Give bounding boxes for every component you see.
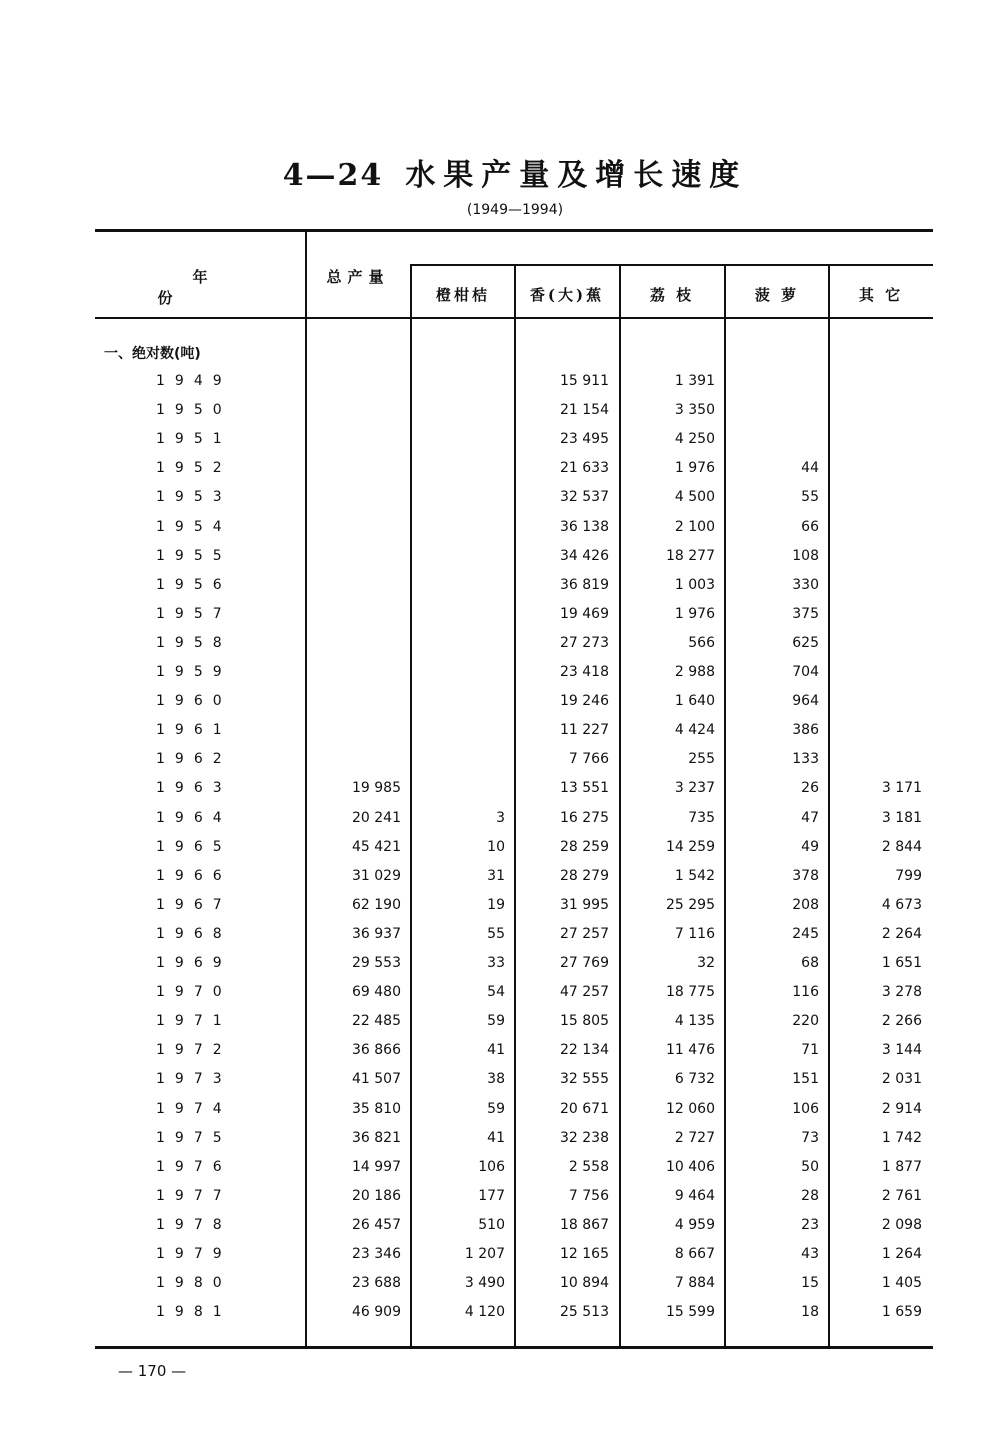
cell-pineapple: 26: [801, 780, 819, 797]
cell-banana: 15 805: [560, 1013, 609, 1030]
cell-total: 36 866: [352, 1042, 401, 1059]
cell-orange: 106: [478, 1158, 505, 1175]
cell-total: 19 985: [352, 780, 401, 797]
cell-year: 1976: [156, 1158, 232, 1175]
cell-year: 1950: [156, 402, 232, 419]
cell-pineapple: 208: [792, 896, 819, 913]
cell-year: 1971: [156, 1013, 232, 1030]
cell-lychee: 3 237: [674, 780, 715, 797]
cell-lychee: 4 135: [674, 1013, 715, 1030]
cell-other: 2 914: [881, 1100, 922, 1117]
cell-total: 46 909: [352, 1304, 401, 1321]
cell-pineapple: 964: [792, 693, 819, 710]
cell-banana: 16 275: [560, 809, 609, 826]
cell-year: 1949: [156, 373, 232, 389]
cell-lychee: 9 464: [674, 1187, 715, 1204]
cell-year: 1956: [156, 576, 232, 593]
cell-total: 20 241: [352, 809, 401, 826]
cell-lychee: 1 640: [674, 693, 715, 710]
table-row: [0, 926, 1000, 955]
cell-banana: 21 633: [560, 460, 609, 477]
cell-banana: 28 279: [560, 867, 609, 884]
cell-lychee: 4 250: [674, 431, 715, 448]
cell-banana: 12 165: [560, 1246, 609, 1262]
cell-banana: 36 819: [560, 576, 609, 593]
cell-pineapple: 106: [792, 1100, 819, 1117]
cell-lychee: 32: [697, 955, 715, 971]
cell-year: 1975: [156, 1129, 232, 1146]
cell-pineapple: 50: [801, 1158, 819, 1175]
header-year: 年份: [157, 268, 278, 307]
cell-total: 45 421: [352, 838, 401, 855]
cell-year: 1951: [156, 431, 232, 448]
table-row: [0, 402, 1000, 431]
cell-lychee: 1 976: [674, 605, 715, 622]
cell-year: 1968: [156, 925, 232, 942]
cell-lychee: 14 259: [666, 838, 715, 855]
table-row: [0, 1159, 1000, 1188]
table-row: [0, 1246, 1000, 1275]
cell-year: 1970: [156, 984, 232, 1001]
cell-lychee: 1 542: [674, 867, 715, 884]
cell-banana: 18 867: [560, 1216, 609, 1233]
table-row: [0, 635, 1000, 664]
cell-other: 2 031: [881, 1071, 922, 1088]
cell-year: 1969: [156, 955, 232, 971]
cell-orange: 55: [487, 925, 505, 942]
cell-banana: 15 911: [560, 373, 609, 389]
cell-pineapple: 55: [801, 489, 819, 506]
cell-banana: 13 551: [560, 780, 609, 797]
cell-year: 1952: [156, 460, 232, 477]
cell-banana: 23 418: [560, 664, 609, 680]
cell-pineapple: 28: [801, 1187, 819, 1204]
header-orange: 橙柑桔: [435, 286, 490, 304]
cell-lychee: 4 424: [674, 722, 715, 739]
table-row: [0, 693, 1000, 722]
cell-orange: 41: [487, 1042, 505, 1059]
cell-banana: 22 134: [560, 1042, 609, 1059]
cell-year: 1967: [156, 896, 232, 913]
cell-other: 1 877: [881, 1158, 922, 1175]
table-row: [0, 1101, 1000, 1130]
cell-pineapple: 375: [792, 605, 819, 622]
cell-other: 2 844: [881, 838, 922, 855]
cell-banana: 21 154: [560, 402, 609, 419]
cell-total: 26 457: [352, 1216, 401, 1233]
table-bottom-rule: [95, 1346, 933, 1349]
cell-pineapple: 71: [801, 1042, 819, 1059]
cell-orange: 59: [487, 1100, 505, 1117]
cell-lychee: 255: [688, 751, 715, 768]
cell-pineapple: 18: [801, 1304, 819, 1321]
cell-total: 41 507: [352, 1071, 401, 1088]
cell-banana: 27 769: [560, 955, 609, 971]
cell-year: 1977: [156, 1187, 232, 1204]
subheader-rule: [410, 264, 933, 266]
cell-banana: 20 671: [560, 1100, 609, 1117]
cell-lychee: 11 476: [666, 1042, 715, 1059]
cell-lychee: 8 667: [674, 1246, 715, 1262]
table-number: 4—24: [282, 158, 384, 193]
cell-year: 1966: [156, 867, 232, 884]
cell-banana: 25 513: [560, 1304, 609, 1321]
cell-banana: 32 555: [560, 1071, 609, 1088]
cell-other: 3 171: [881, 780, 922, 797]
cell-orange: 10: [487, 838, 505, 855]
cell-lychee: 10 406: [666, 1158, 715, 1175]
cell-lychee: 7 884: [674, 1275, 715, 1292]
cell-pineapple: 151: [792, 1071, 819, 1088]
cell-total: 62 190: [352, 896, 401, 913]
cell-lychee: 566: [688, 634, 715, 651]
cell-lychee: 7 116: [674, 925, 715, 942]
cell-year: 1953: [156, 489, 232, 506]
cell-pineapple: 245: [792, 925, 819, 942]
cell-other: 1 651: [881, 955, 922, 971]
cell-lychee: 25 295: [666, 896, 715, 913]
table-row: [0, 1042, 1000, 1071]
cell-year: 1955: [156, 547, 232, 564]
cell-other: 1 659: [881, 1304, 922, 1321]
cell-orange: 54: [487, 984, 505, 1001]
cell-lychee: 735: [688, 809, 715, 826]
cell-pineapple: 43: [801, 1246, 819, 1262]
cell-orange: 31: [487, 867, 505, 884]
cell-orange: 4 120: [464, 1304, 505, 1321]
cell-orange: 33: [487, 955, 505, 971]
table-row: [0, 577, 1000, 606]
cell-banana: 32 537: [560, 489, 609, 506]
cell-pineapple: 73: [801, 1129, 819, 1146]
cell-total: 35 810: [352, 1100, 401, 1117]
cell-year: 1959: [156, 664, 232, 680]
table-row: [0, 460, 1000, 489]
cell-year: 1978: [156, 1216, 232, 1233]
cell-pineapple: 66: [801, 518, 819, 535]
cell-other: 2 098: [881, 1216, 922, 1233]
cell-pineapple: 220: [792, 1013, 819, 1030]
cell-banana: 27 273: [560, 634, 609, 651]
header-other: 其 它: [858, 286, 904, 304]
table-row: [0, 431, 1000, 460]
cell-orange: 41: [487, 1129, 505, 1146]
cell-orange: 1 207: [464, 1246, 505, 1262]
cell-year: 1979: [156, 1246, 232, 1262]
header-total: 总产量: [326, 268, 390, 286]
table-title: [0, 150, 1000, 194]
table-row: [0, 519, 1000, 548]
cell-pineapple: 15: [801, 1275, 819, 1292]
cell-lychee: 2 100: [674, 518, 715, 535]
cell-pineapple: 133: [792, 751, 819, 768]
cell-year: 1974: [156, 1100, 232, 1117]
table-row: [0, 548, 1000, 577]
table-title-text: 水果产量及增长速度: [405, 158, 748, 193]
header-banana: 香(大)蕉: [529, 286, 605, 304]
cell-pineapple: 44: [801, 460, 819, 477]
cell-pineapple: 68: [801, 955, 819, 971]
page-number: — 170 —: [118, 1362, 187, 1380]
cell-lychee: 6 732: [674, 1071, 715, 1088]
table-row: [0, 1304, 1000, 1333]
cell-banana: 28 259: [560, 838, 609, 855]
cell-orange: 59: [487, 1013, 505, 1030]
cell-lychee: 12 060: [666, 1100, 715, 1117]
cell-lychee: 2 988: [674, 664, 715, 680]
cell-year: 1972: [156, 1042, 232, 1059]
table-row: [0, 1217, 1000, 1246]
cell-total: 29 553: [352, 955, 401, 971]
cell-orange: 3 490: [464, 1275, 505, 1292]
table-row: [0, 489, 1000, 518]
cell-lychee: 4 959: [674, 1216, 715, 1233]
cell-other: 2 266: [881, 1013, 922, 1030]
cell-total: 31 029: [352, 867, 401, 884]
cell-banana: 11 227: [560, 722, 609, 739]
cell-banana: 27 257: [560, 925, 609, 942]
cell-banana: 36 138: [560, 518, 609, 535]
cell-banana: 23 495: [560, 431, 609, 448]
cell-lychee: 15 599: [666, 1304, 715, 1321]
table-row: [0, 1130, 1000, 1159]
cell-other: 3 278: [881, 984, 922, 1001]
table-row: [0, 955, 1000, 984]
cell-pineapple: 378: [792, 867, 819, 884]
table-top-rule: [95, 229, 933, 232]
cell-total: 14 997: [352, 1158, 401, 1175]
cell-lychee: 4 500: [674, 489, 715, 506]
table-row: [0, 780, 1000, 809]
cell-lychee: 1 391: [674, 373, 715, 389]
header-lychee: 荔 枝: [649, 286, 695, 304]
cell-year: 1962: [156, 751, 232, 768]
cell-other: 2 761: [881, 1187, 922, 1204]
cell-orange: 3: [496, 809, 505, 826]
table-row: [0, 1013, 1000, 1042]
cell-total: 23 688: [352, 1275, 401, 1292]
cell-banana: 7 766: [568, 751, 609, 768]
table-row: [0, 1071, 1000, 1100]
cell-year: 1973: [156, 1071, 232, 1088]
cell-lychee: 3 350: [674, 402, 715, 419]
table-row: [0, 984, 1000, 1013]
cell-banana: 2 558: [568, 1158, 609, 1175]
table-row: [0, 1188, 1000, 1217]
cell-year: 1954: [156, 518, 232, 535]
cell-total: 36 937: [352, 925, 401, 942]
cell-year: 1965: [156, 838, 232, 855]
cell-pineapple: 625: [792, 634, 819, 651]
cell-total: 20 186: [352, 1187, 401, 1204]
cell-banana: 31 995: [560, 896, 609, 913]
cell-total: 22 485: [352, 1013, 401, 1030]
cell-pineapple: 108: [792, 547, 819, 564]
cell-year: 1964: [156, 809, 232, 826]
cell-pineapple: 49: [801, 838, 819, 855]
cell-lychee: 18 775: [666, 984, 715, 1001]
cell-banana: 19 469: [560, 605, 609, 622]
cell-other: 3 181: [881, 809, 922, 826]
cell-year: 1960: [156, 693, 232, 710]
cell-banana: 10 894: [560, 1275, 609, 1292]
cell-banana: 7 756: [568, 1187, 609, 1204]
cell-pineapple: 23: [801, 1216, 819, 1233]
table-row: [0, 868, 1000, 897]
cell-year: 1961: [156, 722, 232, 739]
cell-other: 3 144: [881, 1042, 922, 1059]
cell-orange: 510: [478, 1216, 505, 1233]
cell-banana: 47 257: [560, 984, 609, 1001]
cell-lychee: 2 727: [674, 1129, 715, 1146]
cell-total: 36 821: [352, 1129, 401, 1146]
cell-pineapple: 386: [792, 722, 819, 739]
table-subtitle: (1949—1994): [466, 202, 564, 218]
table-row: [0, 897, 1000, 926]
cell-total: 23 346: [352, 1246, 401, 1262]
cell-pineapple: 704: [792, 664, 819, 680]
cell-pineapple: 47: [801, 809, 819, 826]
cell-total: 69 480: [352, 984, 401, 1001]
cell-other: 2 264: [881, 925, 922, 942]
cell-other: 1 742: [881, 1129, 922, 1146]
table-row: [0, 722, 1000, 751]
cell-other: 4 673: [881, 896, 922, 913]
cell-lychee: 18 277: [666, 547, 715, 564]
cell-orange: 19: [487, 896, 505, 913]
cell-year: 1957: [156, 605, 232, 622]
cell-year: 1980: [156, 1275, 232, 1292]
cell-year: 1963: [156, 780, 232, 797]
table-row: [0, 606, 1000, 635]
cell-banana: 34 426: [560, 547, 609, 564]
cell-other: 1 264: [881, 1246, 922, 1262]
cell-orange: 38: [487, 1071, 505, 1088]
cell-banana: 32 238: [560, 1129, 609, 1146]
table-row: [0, 373, 1000, 402]
cell-lychee: 1 003: [674, 576, 715, 593]
cell-year: 1981: [156, 1304, 232, 1321]
cell-pineapple: 330: [792, 576, 819, 593]
table-row: [0, 751, 1000, 780]
header-pineapple: 菠 萝: [754, 286, 800, 304]
cell-year: 1958: [156, 634, 232, 651]
cell-other: 1 405: [881, 1275, 922, 1292]
cell-orange: 177: [478, 1187, 505, 1204]
table-row: [0, 839, 1000, 868]
table-row: [0, 664, 1000, 693]
table-row: [0, 1275, 1000, 1304]
cell-banana: 19 246: [560, 693, 609, 710]
cell-pineapple: 116: [792, 984, 819, 1001]
cell-lychee: 1 976: [674, 460, 715, 477]
table-row: [0, 810, 1000, 839]
section-label: 一、绝对数(吨): [104, 346, 201, 362]
cell-other: 799: [895, 867, 922, 884]
